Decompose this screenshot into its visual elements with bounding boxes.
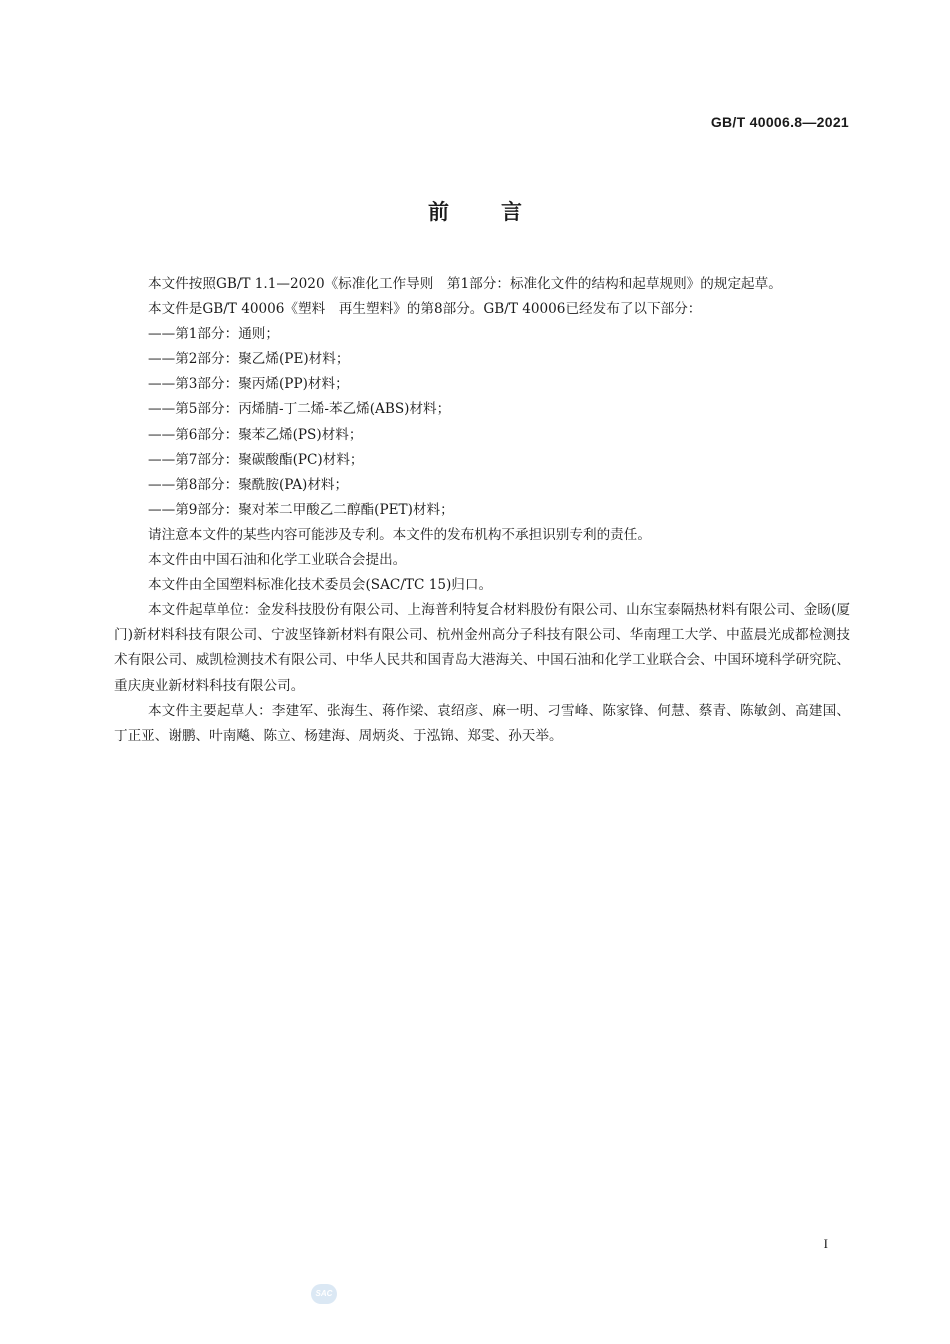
- list-item-part: ——第1部分：通则；: [148, 326, 279, 343]
- paragraph-series-intro: 本文件是GB/T 40006《塑料 再生塑料》的第8部分。GB/T 40006已经发布了以下部分：: [148, 301, 702, 318]
- list-item-part: ——第2部分：聚乙烯(PE)材料；: [148, 351, 350, 368]
- page-title: 前言: [428, 200, 574, 224]
- list-item-part: ——第5部分：丙烯腈-丁二烯-苯乙烯(ABS)材料；: [148, 401, 451, 418]
- paragraph-patent-notice: 请注意本文件的某些内容可能涉及专利。本文件的发布机构不承担识别专利的责任。: [148, 526, 651, 543]
- sac-logo-watermark: SAC: [311, 1284, 337, 1304]
- paragraph-technical-committee: 本文件由全国塑料标准化技术委员会(SAC/TC 15)归口。: [148, 577, 493, 594]
- paragraph-proposed-by: 本文件由中国石油和化学工业联合会提出。: [148, 552, 407, 569]
- list-item-part: ——第6部分：聚苯乙烯(PS)材料；: [148, 426, 363, 443]
- paragraph-drafters: 本文件主要起草人：李建军、张海生、蒋作梁、袁绍彦、麻一明、刁雪峰、陈家锋、何慧、蔡青、陈敏剑、高建国、丁正亚、谢鹏、叶南飚、陈立、杨建海、周炳炎、于泓锦、郑雯、孙天举。: [114, 702, 850, 744]
- standard-code: GB/T 40006.8—2021: [710, 114, 849, 130]
- page-number: I: [823, 1236, 828, 1251]
- list-item-part: ——第8部分：聚酰胺(PA)材料；: [148, 476, 349, 493]
- paragraph-drafting-organizations: 本文件起草单位：金发科技股份有限公司、上海普利特复合材料股份有限公司、山东宝泰隔热材料有限公司、金旸(厦门)新材料科技有限公司、宁波坚锋新材料有限公司、杭州金州高分子科技有限公司、华南理工大学、中蓝晨光成都检测技术有限公司、威凯检测技术有限公司、中华人民共和国青岛大港海关、中国石油和化学工业联合会、中国环境科学研究院、重庆庚业新材料科技有限公司。: [114, 602, 850, 694]
- list-item-part: ——第9部分：聚对苯二甲酸乙二醇酯(PET)材料；: [148, 501, 454, 518]
- paragraph-drafting-basis: 本文件按照GB/T 1.1—2020《标准化工作导则 第1部分：标准化文件的结构和起草规则》的规定起草。: [148, 276, 782, 292]
- list-item-part: ——第3部分：聚丙烯(PP)材料；: [148, 376, 349, 393]
- list-item-part: ——第7部分：聚碳酸酯(PC)材料；: [148, 451, 364, 468]
- document-body: [114, 272, 850, 749]
